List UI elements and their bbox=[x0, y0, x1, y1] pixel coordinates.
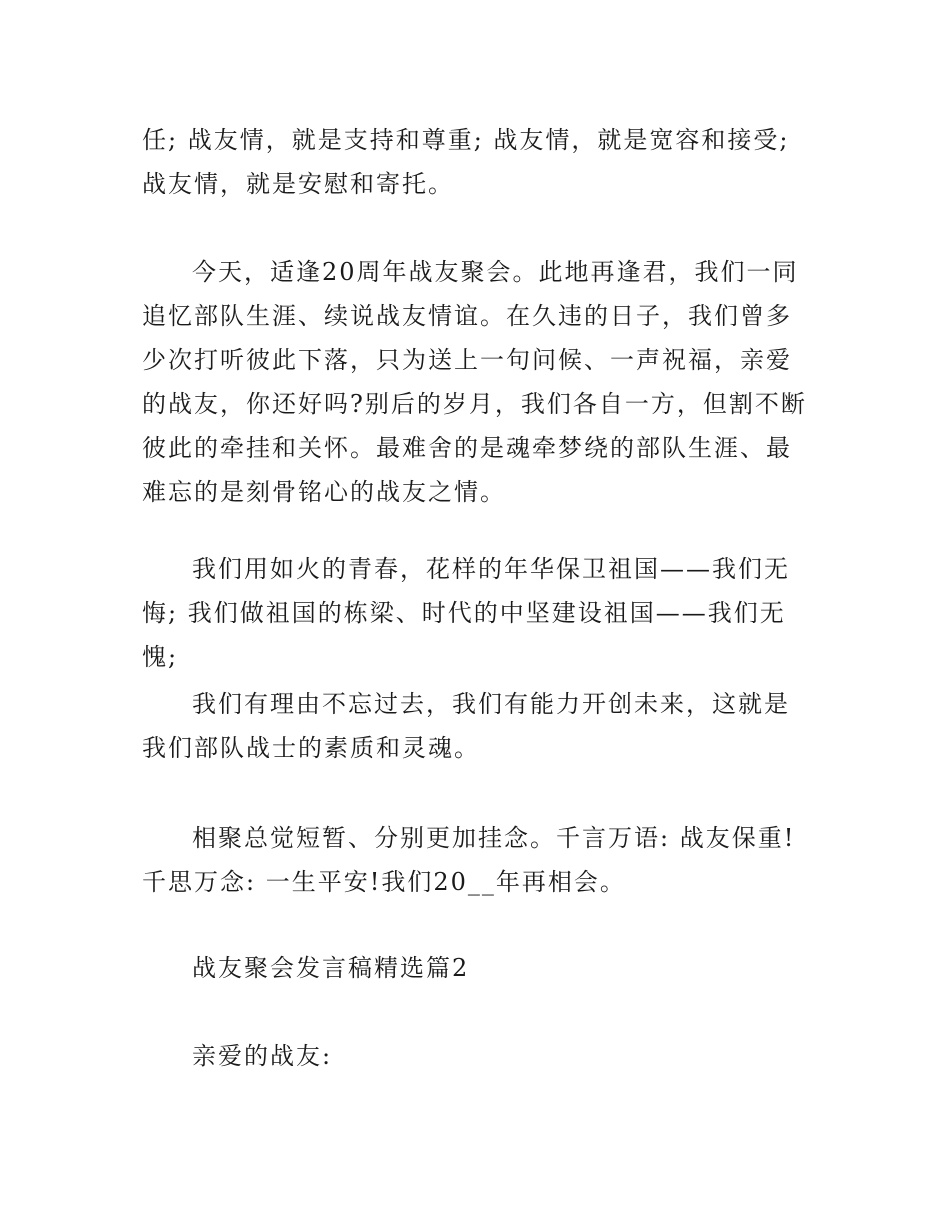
paragraph-reunion-intro: 今天，适逢20周年战友聚会。此地再逢君，我们一同追忆部队生涯、续说战友情谊。在久违的日子，我们曾多少次打听彼此下落，只为送上一句问候、一声祝福，亲爱的战友，你还好吗?别后的岁月，我们各自一方，但割不断彼此的牵挂和关怀。最难舍的是魂牵梦绕的部队生涯、最难忘的是刻骨铭心的战友之情。 bbox=[142, 258, 807, 506]
paragraph-past-future: 我们有理由不忘过去，我们有能力开创未来，这就是我们部队战士的素质和灵魂。 bbox=[142, 690, 790, 762]
paragraph-continuation: 任; 战友情，就是支持和尊重; 战友情，就是宽容和接受; 战友情，就是安慰和寄托。 bbox=[142, 126, 790, 198]
salutation: 亲爱的战友: bbox=[192, 1042, 333, 1070]
paragraph-farewell: 相聚总觉短暂、分别更加挂念。千言万语: 战友保重!千思万念: 一生平安!我们20__年再相会。 bbox=[142, 824, 796, 896]
section-heading: 战友聚会发言稿精选篇2 bbox=[192, 954, 470, 982]
paragraph-youth: 我们用如火的青春，花样的年华保卫祖国——我们无悔; 我们做祖国的栋梁、时代的中坚建设祖国——我们无愧; bbox=[142, 555, 790, 671]
